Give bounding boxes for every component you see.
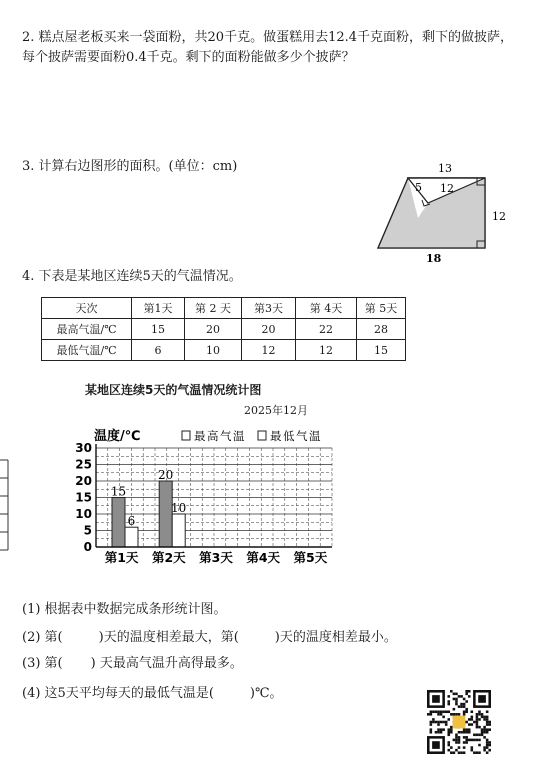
table-row <box>42 340 406 361</box>
table-cell: 15 <box>132 319 185 340</box>
legend-swatch-max <box>182 431 190 440</box>
table-cell: 第3天 <box>242 298 296 319</box>
q4-text: 4. 下表是某地区连续5天的气温情况。 <box>22 269 242 284</box>
table-cell: 28 <box>357 319 406 340</box>
label-bottom: 18 <box>426 252 442 265</box>
x-labels <box>105 550 328 565</box>
bar <box>112 498 125 548</box>
sub4-part-a: (4) 这5天平均每天的最低气温是( <box>22 686 214 701</box>
q4-sub4 <box>22 684 283 703</box>
y-ticks <box>75 441 92 554</box>
chart-title: 某地区连续5天的气温情况统计图 <box>85 383 262 397</box>
sub3-part-a: (3) 第( <box>22 656 63 671</box>
bar <box>172 514 185 547</box>
q3-text: 3. 计算右边图形的面积。(单位：cm) <box>22 159 238 174</box>
trapezoid-figure <box>370 156 530 266</box>
q2-line1: 2. 糕点屋老板买来一袋面粉，共20千克。做蛋糕用去12.4千克面粉，剩下的做披萨， <box>22 30 514 45</box>
table-cell: 第 2 天 <box>185 298 242 319</box>
label-top: 13 <box>438 162 452 175</box>
y-tick-label: 5 <box>83 523 92 538</box>
table-cell: 第1天 <box>132 298 185 319</box>
y-tick-label: 30 <box>75 441 92 455</box>
legend-swatch-min <box>258 431 266 440</box>
sub4-part-b: )℃。 <box>249 686 283 701</box>
temperature-bar-chart <box>70 420 350 570</box>
table-cell: 第 5天 <box>357 298 406 319</box>
bar-value-label: 6 <box>127 514 136 529</box>
x-tick-label: 第4天 <box>246 550 281 565</box>
q4-sub2 <box>22 628 397 647</box>
sub3-part-b: ) 天最高气温升高得最多。 <box>90 656 243 671</box>
x-tick-label: 第5天 <box>293 550 328 565</box>
table-cell: 天次 <box>42 298 132 319</box>
label-right: 12 <box>492 210 506 223</box>
legend-label-max: 最高气温 <box>194 429 246 443</box>
chart-subtitle: 2025年12月 <box>244 404 308 417</box>
y-tick-label: 0 <box>83 540 92 554</box>
bar <box>125 527 138 547</box>
table-cell: 20 <box>185 319 242 340</box>
y-tick-label: 10 <box>75 507 92 521</box>
y-tick-label: 25 <box>75 457 92 472</box>
sub2-part-b: )天的温度相差最大，第( <box>98 630 239 645</box>
x-tick-label: 第3天 <box>199 550 233 565</box>
chart-bars <box>111 468 186 547</box>
temperature-table <box>41 297 406 361</box>
label-small-a: 5 <box>415 181 422 194</box>
table-cell: 20 <box>242 319 296 340</box>
y-tick-label: 20 <box>75 474 92 488</box>
table-row <box>42 298 406 319</box>
sub2-part-a: (2) 第( <box>22 630 63 645</box>
label-small-b: 12 <box>440 182 454 195</box>
x-tick-label: 第1天 <box>104 550 139 565</box>
bar-value-label: 20 <box>158 468 174 482</box>
q2-line2: 每个披萨需要面粉0.4千克。剩下的面粉能做多少个披萨？ <box>22 50 355 65</box>
table-cell: 22 <box>296 319 357 340</box>
table-cell: 12 <box>242 340 296 361</box>
y-tick-label: 15 <box>75 490 92 505</box>
table-cell: 最高气温/℃ <box>42 319 132 340</box>
x-tick-label: 第2天 <box>151 550 186 565</box>
edge-artifact <box>0 458 10 553</box>
table-cell: 10 <box>185 340 242 361</box>
q4-sub1: (1) 根据表中数据完成条形统计图。 <box>22 602 227 617</box>
table-cell: 第 4天 <box>296 298 357 319</box>
table-cell: 最低气温/℃ <box>42 340 132 361</box>
table-row <box>42 319 406 340</box>
q4-sub3 <box>22 654 243 673</box>
legend-label-min: 最低气温 <box>270 429 322 443</box>
table-cell: 15 <box>357 340 406 361</box>
y-axis-label: 温度/℃ <box>94 429 141 444</box>
bar-value-label: 15 <box>110 484 127 499</box>
qr-code-icon[interactable] <box>427 690 491 754</box>
table-cell: 12 <box>296 340 357 361</box>
bar-value-label: 10 <box>171 501 187 515</box>
chart-legend <box>182 429 322 443</box>
table-cell: 6 <box>132 340 185 361</box>
sub2-part-c: )天的温度相差最小。 <box>274 630 397 645</box>
